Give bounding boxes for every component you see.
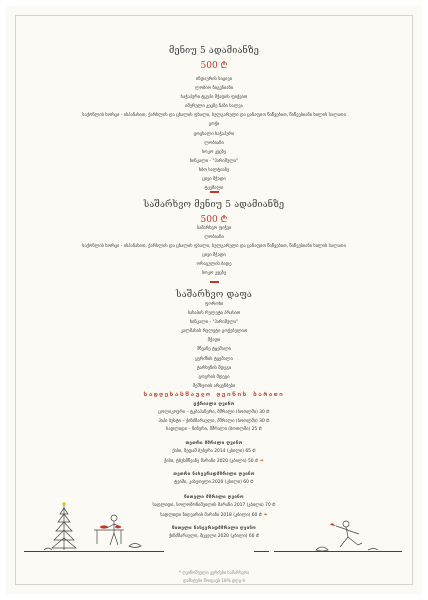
kids-menu-item: საქონლის ხორცი - ისპანახით, ქარხლის და ცხალის ფხალი, ბულგარული და ცანაფით წიწვებით, წიწვებიანი ხილის სალათი [82, 244, 346, 250]
menu5-item: ინდაურის საცივი [196, 77, 232, 82]
menu-page [6, 6, 422, 594]
wine-group-header: წითელი ნახევრადმშრალი ღვინო [171, 526, 257, 531]
wine-group-header: თეთრი ნახევრადმშრალი ღვინო [173, 472, 255, 477]
wine-item: ცოლიკოური – ტკბაპანური, მშრალი (ბოთლში) 30 ₾ [158, 410, 270, 415]
kids-menu-item: ორაგულის ბადე [196, 262, 232, 268]
kids-table-title: საშარხვო დაფა [176, 290, 252, 300]
footnote [6, 569, 422, 584]
kids-menu-item: საშარხვო ფიჭვი [196, 226, 232, 231]
menu-content [6, 6, 422, 594]
section-divider [210, 281, 219, 283]
menu5-item: ხბო სალტიაზე [198, 167, 230, 173]
menu5-price: 500 ₾ [200, 61, 228, 71]
wine-item: სადლიდი ზიღვარის მარანი 2018 (კბილი) 60 ₾ ❧ [160, 511, 268, 518]
footnote-line-2: დამატები მოიცავს 18% დღგ-ს [183, 577, 245, 583]
kids-table-item: გოგრის მდეგი [198, 374, 230, 380]
kids-table-item: კალმახის რულეტი გოჭებულით [180, 329, 248, 335]
menu5-item: იმერული კეცზე ნაზი ხალვა [185, 104, 243, 110]
kids-table-item: მჭადი [207, 338, 221, 344]
kids-menu-item: ლობიანი [204, 235, 224, 241]
menu5-item: ცოცხალი ხაჭაპური [193, 131, 235, 137]
menu5-item: ლობიო ნიგვზიანი [194, 86, 234, 92]
wine-group [6, 440, 422, 466]
wine-item: ჰიპი ბუსტი – ქინძმარაული, მშრალი (ბოთლში) 30 ₾ [158, 418, 270, 424]
footnote-line-1: * ღვინოშეული კერძები საშარხვოა [178, 570, 250, 575]
ground-line [254, 551, 269, 552]
kids-menu-item: სოკო კეცზე [201, 271, 227, 277]
kids-table-items [6, 300, 422, 391]
kids-table-item: მწვანე ტყემალი [197, 347, 231, 353]
menu5-item: ხინკალი - "ჰარიშულა" [189, 158, 239, 164]
kids-table-item: სახასის რულეტი პრასით [187, 311, 241, 317]
menu5-item: ცივი მჭადი [202, 177, 226, 183]
kids-table-item: ფოროხი [204, 302, 224, 307]
menu5-item: ხაჭაპური ტყუპი მჭადის ფიჭვით [180, 95, 248, 101]
kids-menu-title: საშარხვო მენიუ 5 ადამიანზე [143, 200, 285, 210]
kids-menu-price: 500 ₾ [200, 215, 228, 225]
kids-menu-item: ცივი მჭადი [202, 253, 226, 259]
wine-group-header: წითელი მშრალი ღვინო [184, 495, 244, 500]
wine-group [6, 401, 422, 435]
kids-table-item: მეშხეთის არყენბები [192, 383, 236, 389]
wine-item: ტვიში, კახეთელი 2020 (კბილი) 60 ₾ [174, 480, 254, 485]
menu5-item: გოჭი [208, 122, 220, 128]
wine-item: სადლიდი – ჩინური, მშრალი (ბოთლში) 25 ₾ [166, 427, 262, 433]
section-divider [210, 191, 219, 193]
wine-item: ქინძმარაული, მცველი 2020 (კბილი) 60 ₾ [168, 534, 260, 539]
kids-table-item: ყურძნის ტყემალი [195, 356, 233, 362]
wine-group-header: ცქრიალა ღვინო [193, 402, 235, 407]
wine-item: ქისი, ტბუსმწვანე მარანი 2020 (კბილი) 50 ₾ ❧ [164, 457, 264, 464]
menu5-title: მენიუ 5 ადამიანზე [168, 46, 260, 56]
kids-menu-items [6, 224, 422, 279]
wine-item: სადლიდი, სოლომონიშვილის მარანი 2017 (კბილი) 70 ₾ [152, 503, 276, 508]
menu5-item: ლობიანი [204, 140, 224, 146]
wine-card-title: სადღესასწაულო ღვინის ბარათი [143, 391, 285, 398]
menu5-item: საქონლის ხორცი - ისპანახით, ქარხლის და ცხალის ფხალი, ბულგარული და ცანაფით წიწვებით, წიწვებიანი ხილის სალათი [82, 113, 346, 119]
wine-item: ქისი, ზედაშ ბუბურა 2014 (კბილი) 65 ₾ [172, 449, 256, 454]
star-icon [62, 502, 65, 505]
leaf-icon: ❧ [259, 457, 264, 464]
menu5-items [6, 75, 422, 193]
leaf-icon: ❧ [263, 511, 268, 518]
menu5-item: სოკო კეცზე [201, 149, 227, 155]
wine-group [6, 471, 422, 488]
feast-illustration [34, 494, 164, 554]
kids-table-item: ხინკალი - "ჰარიშულა" [189, 320, 239, 326]
kids-table-item: ტარხუნის მდეგი [196, 365, 232, 371]
wine-group-header: თეთრი მშრალი ღვინო [185, 441, 243, 446]
runner-illustration [306, 516, 386, 554]
menu5-item: ტკემალი [204, 186, 224, 192]
